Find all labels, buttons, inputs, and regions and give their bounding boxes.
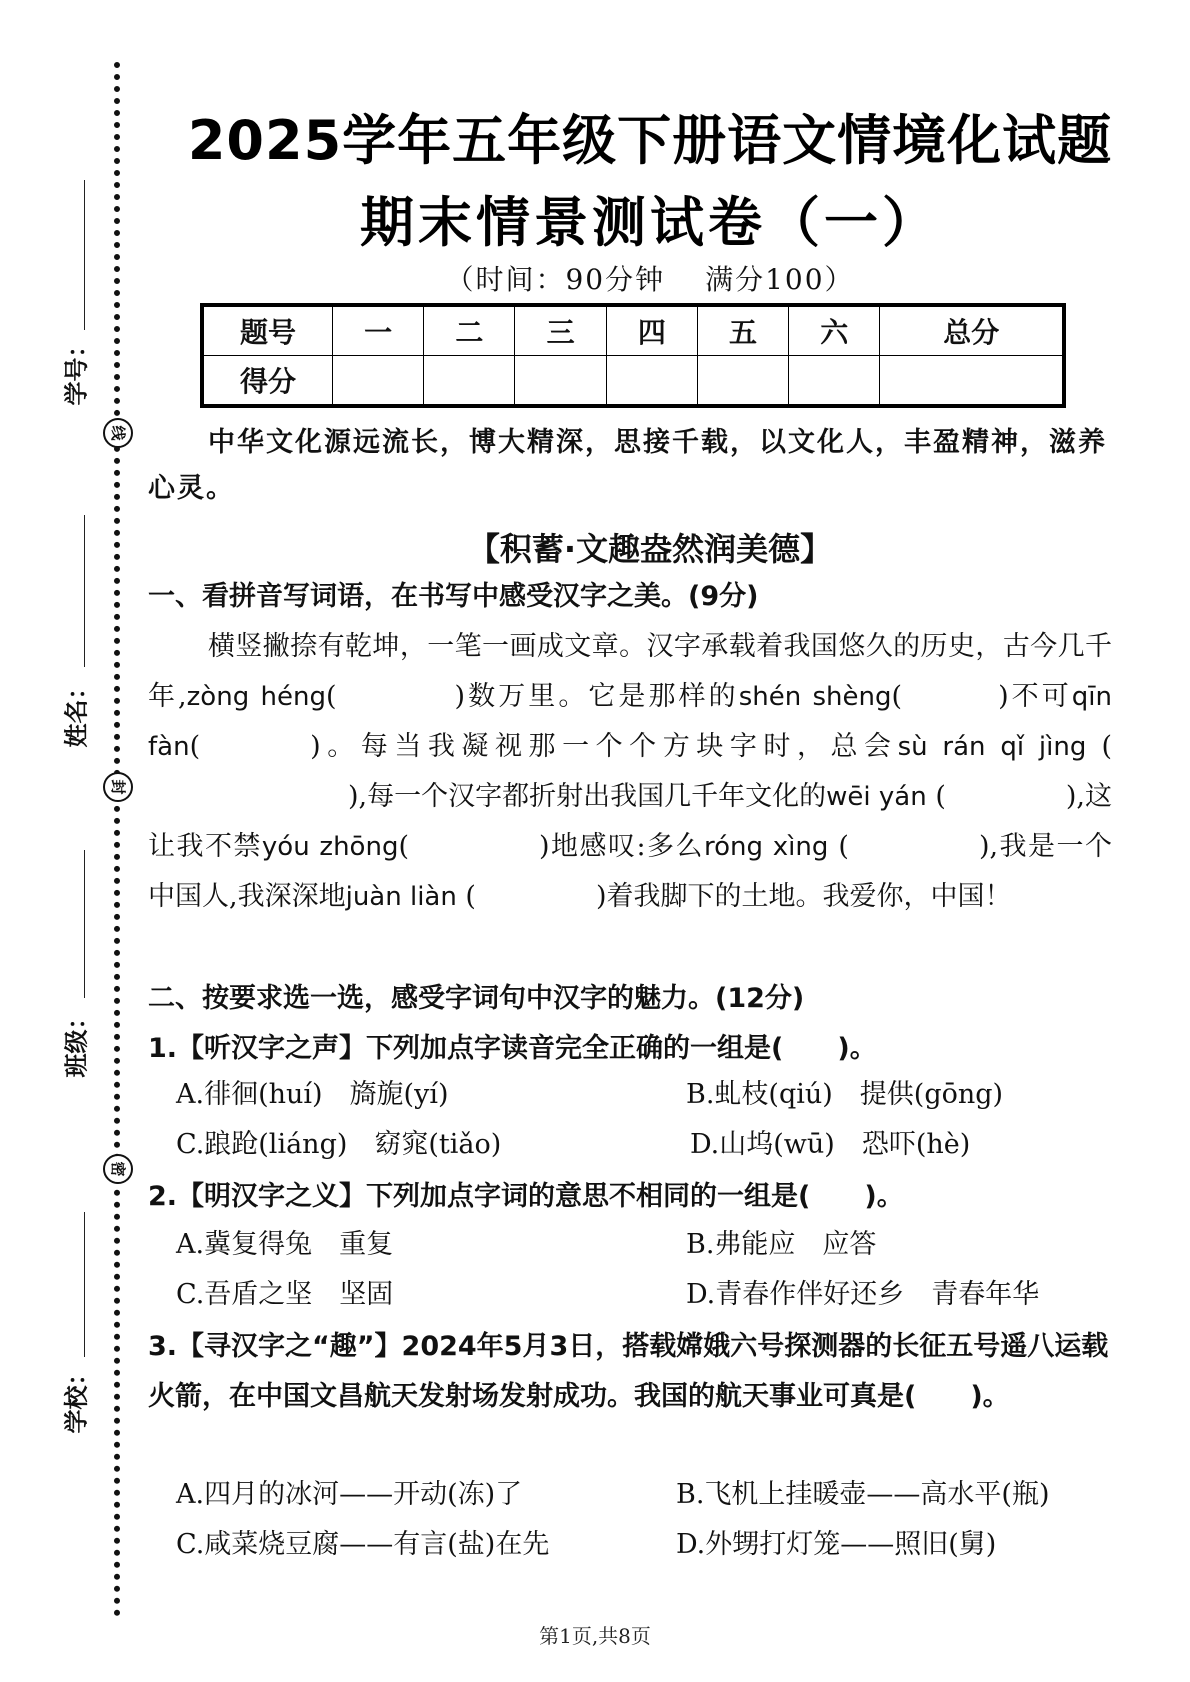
score-header-cell: 五 — [697, 305, 788, 356]
passage-text: ,我是一个中国人,我深深地 — [148, 831, 1112, 912]
option-row — [176, 1472, 1126, 1518]
exam-full-score: 满分100） — [705, 263, 855, 296]
pinyin-suranqijing: sù rán qǐ jìng — [897, 732, 1087, 762]
class-line[interactable] — [84, 850, 85, 998]
passage-text: 地感叹:多么 — [549, 831, 704, 862]
score-header-cell: 六 — [789, 305, 880, 356]
option-d[interactable]: D.山坞(wū) 恐吓(hè) — [690, 1129, 971, 1160]
question-2-1-stem: 1.【听汉字之声】下列加点字读音完全正确的一组是( )。 — [148, 1033, 877, 1064]
option-row — [176, 1272, 1126, 1318]
score-table-header-row — [202, 305, 1064, 356]
passage-text: 。每当我凝视那一个个方块字时，总会 — [320, 731, 898, 762]
score-header-cell: 一 — [333, 305, 424, 356]
option-c[interactable]: C.吾盾之坚 坚固 — [176, 1279, 394, 1310]
score-header-cell: 总分 — [880, 305, 1064, 356]
score-header-cell: 三 — [515, 305, 606, 356]
score-cell[interactable] — [515, 356, 606, 407]
intro-paragraph: 中华文化源远流长，博大精深，思接千载，以文化人，丰盈精神，滋养心灵。 — [148, 427, 1107, 504]
question-1-passage: 横竖撇捺有乾坤，一笔一画成文章。汉字承载着我国悠久的历史，古今几千年,zòng héng( )数万里。它是那样的shén shèng( )不可qīn fàn( )。每当我凝视那一个个方块字时，总会sù rán qǐ jìng (),每一个汉字都折射出我国几千年文化的wēi yán ( ),这让我不禁yóu zhōng( )地感叹:多么róng xìng ( ),我是一个中国人,我深深地juàn liàn ( )着我脚下的土地。我爱你，中国！ — [148, 631, 1113, 912]
student-id-line[interactable] — [84, 180, 85, 330]
question-2-3-stem: 3.【寻汉字之“趣”】2024年5月3日，搭载嫦娥六号探测器的长征五号遥八运载火箭，在中国文昌航天发射场发射成功。我国的航天事业可真是( )。 — [148, 1331, 1109, 1412]
option-b[interactable]: B.飞机上挂暖壶——高水平(瓶) — [676, 1479, 1050, 1510]
option-a[interactable]: A.四月的冰河——开动(冻)了 — [176, 1479, 523, 1510]
option-d[interactable]: D.外甥打灯笼——照旧(舅) — [676, 1529, 997, 1560]
score-table — [200, 303, 1066, 408]
class-label: 班级： — [62, 1005, 91, 1077]
exam-meta — [150, 258, 1150, 298]
option-row — [176, 1122, 1126, 1168]
score-header-cell: 二 — [424, 305, 515, 356]
passage-text: 不可 — [1008, 681, 1072, 712]
passage-text: 横竖撇捺有乾坤，一笔一画成文章。汉字承载着我国悠久的历史，古今几千年, — [148, 631, 1112, 712]
name-line[interactable] — [84, 515, 85, 667]
binding-dotted-line — [114, 62, 120, 1617]
page-footer: 第1页,共8页 — [539, 1624, 651, 1648]
question-2-heading: 二、按要求选一选，感受字词句中汉字的魅力。(12分) — [148, 983, 805, 1014]
passage-text: 数万里。它是那样的 — [465, 681, 739, 712]
pinyin-qinfan: qīn fàn — [148, 682, 1113, 762]
option-d[interactable]: D.青春作伴好还乡 青春年华 — [686, 1279, 1040, 1310]
score-cell[interactable] — [697, 356, 788, 407]
score-header-cell: 题号 — [202, 305, 333, 356]
name-label: 姓名： — [62, 675, 91, 747]
pinyin-youzhong: yóu zhōng — [261, 832, 399, 862]
pinyin-rongxing: róng xìng — [704, 832, 829, 862]
seal-mark-xian: 线 — [103, 418, 133, 448]
score-table-score-row — [202, 356, 1064, 407]
question-2-2-stem: 2.【明汉字之义】下列加点字词的意思不相同的一组是( )。 — [148, 1181, 904, 1212]
score-row-label: 得分 — [202, 356, 333, 407]
option-row — [176, 1522, 1126, 1568]
option-b[interactable]: B.弗能应 应答 — [686, 1229, 877, 1260]
question-1-heading: 一、看拼音写词语，在书写中感受汉字之美。(9分) — [148, 581, 759, 612]
pinyin-zongheng: zòng héng — [186, 682, 326, 712]
option-c[interactable]: C.踉跄(liáng) 窈窕(tiǎo) — [176, 1129, 502, 1160]
option-a[interactable]: A.徘徊(huí) 旖旎(yí) — [176, 1079, 449, 1110]
school-line[interactable] — [84, 1212, 85, 1357]
exam-time: （时间：90分钟 — [445, 263, 666, 296]
option-b[interactable]: B.虬枝(qiú) 提供(gōng) — [686, 1079, 1004, 1110]
seal-mark-mi: 密 — [103, 1154, 133, 1184]
exam-title: 2025学年五年级下册语文情境化试题 — [187, 109, 1113, 172]
passage-text: 着我脚下的土地。我爱你，中国！ — [606, 881, 1012, 912]
section-heading: 【积蓄·文趣盎然润美德】 — [467, 530, 833, 568]
pinyin-juanlian: juàn liàn — [345, 882, 457, 912]
pinyin-shensheng: shén shèng — [738, 682, 892, 712]
score-cell[interactable] — [789, 356, 880, 407]
pinyin-weiyan: wēi yán — [826, 782, 927, 812]
student-id-label: 学号： — [62, 333, 91, 405]
school-label: 学校： — [62, 1361, 91, 1433]
option-a[interactable]: A.冀复得兔 重复 — [176, 1229, 394, 1260]
exam-subtitle: 期末情景测试卷（一） — [360, 191, 940, 254]
score-cell[interactable] — [880, 356, 1064, 407]
score-cell[interactable] — [333, 356, 424, 407]
score-cell[interactable] — [606, 356, 697, 407]
passage-text: ,这让我不禁 — [148, 781, 1112, 862]
option-row — [176, 1072, 1126, 1118]
score-cell[interactable] — [424, 356, 515, 407]
passage-text: ,每一个汉字都折射出我国几千年文化的 — [358, 781, 827, 812]
score-header-cell: 四 — [606, 305, 697, 356]
option-c[interactable]: C.咸菜烧豆腐——有言(盐)在先 — [176, 1529, 550, 1560]
seal-mark-feng: 封 — [103, 772, 133, 802]
option-row — [176, 1222, 1126, 1268]
